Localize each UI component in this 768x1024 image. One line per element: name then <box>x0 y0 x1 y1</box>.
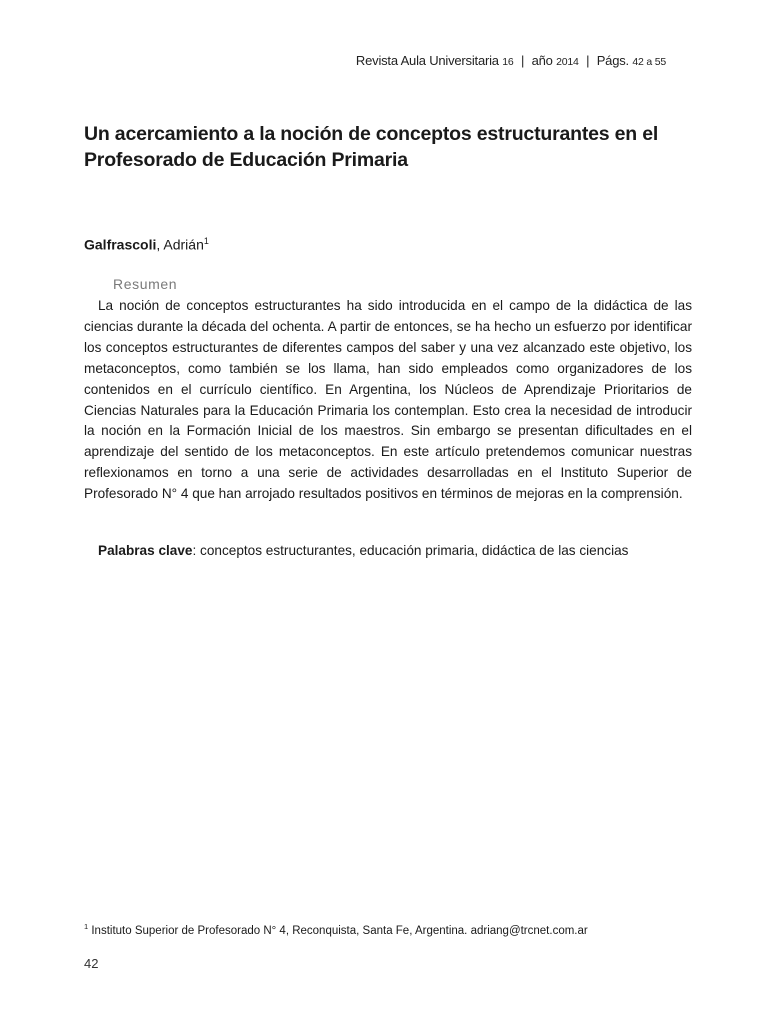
footnote <box>84 922 588 937</box>
abstract-heading: Resumen <box>113 276 178 292</box>
author-footnote-mark: 1 <box>203 236 209 246</box>
issue-number: 16 <box>502 56 514 68</box>
author-given-name: Adrián <box>163 236 204 253</box>
pages-range: 42 a 55 <box>632 56 666 68</box>
journal-name: Revista Aula Universitaria <box>355 53 499 68</box>
article-title: Un acercamiento a la noción de conceptos estructurantes en el Profesorado de Educación Primaria <box>84 123 659 171</box>
pages-label: Págs. <box>596 53 629 68</box>
keywords-separator: : <box>192 543 197 558</box>
page-number: 42 <box>84 956 99 971</box>
header-separator: | <box>586 53 590 68</box>
author-surname: Galfrascoli <box>84 236 157 253</box>
author-line <box>84 236 209 253</box>
header-separator: | <box>520 53 525 68</box>
year-value: 2014 <box>556 56 579 68</box>
author-separator: , <box>156 236 161 253</box>
keywords-list: conceptos estructurantes, educación primaria, didáctica de las ciencias <box>196 543 629 558</box>
keywords-line <box>98 543 698 558</box>
year-label: año <box>531 53 553 68</box>
running-header <box>356 53 666 68</box>
footnote-text: Instituto Superior de Profesorado N° 4, Reconquista, Santa Fe, Argentina. adriang@trcnet.com.ar <box>88 924 588 937</box>
keywords-label: Palabras clave <box>98 543 193 558</box>
abstract-body: La noción de conceptos estructurantes ha sido introducida en el campo de la didáctica de las ciencias durante la década del ochenta. A partir de entonces, se ha hecho un esfuerzo por identificar los conceptos estructurantes de diferentes campos del saber y una vez alcanzado este objetivo, los metaconceptos, como también se los llama, han sido empleados como organizadores de los contenidos en el currículo científico. En Argentina, los Núcleos de Aprendizaje Prioritarios de Ciencias Naturales para la Educación Primaria los contemplan. Esto crea la necesidad de introducir la noción en la Formación Inicial de los maestros. Sin embargo se presentan dificultades en el aprendizaje del sentido de los metaconceptos. En este artículo pretendemos comunicar nuestras reflexionamos en torno a una serie de actividades desarrolladas en el Instituto Superior de Profesorado N° 4 que han arrojado resultados positivos en términos de mejoras en la comprensión. <box>84 298 692 502</box>
footnote-mark: 1 <box>84 922 89 931</box>
